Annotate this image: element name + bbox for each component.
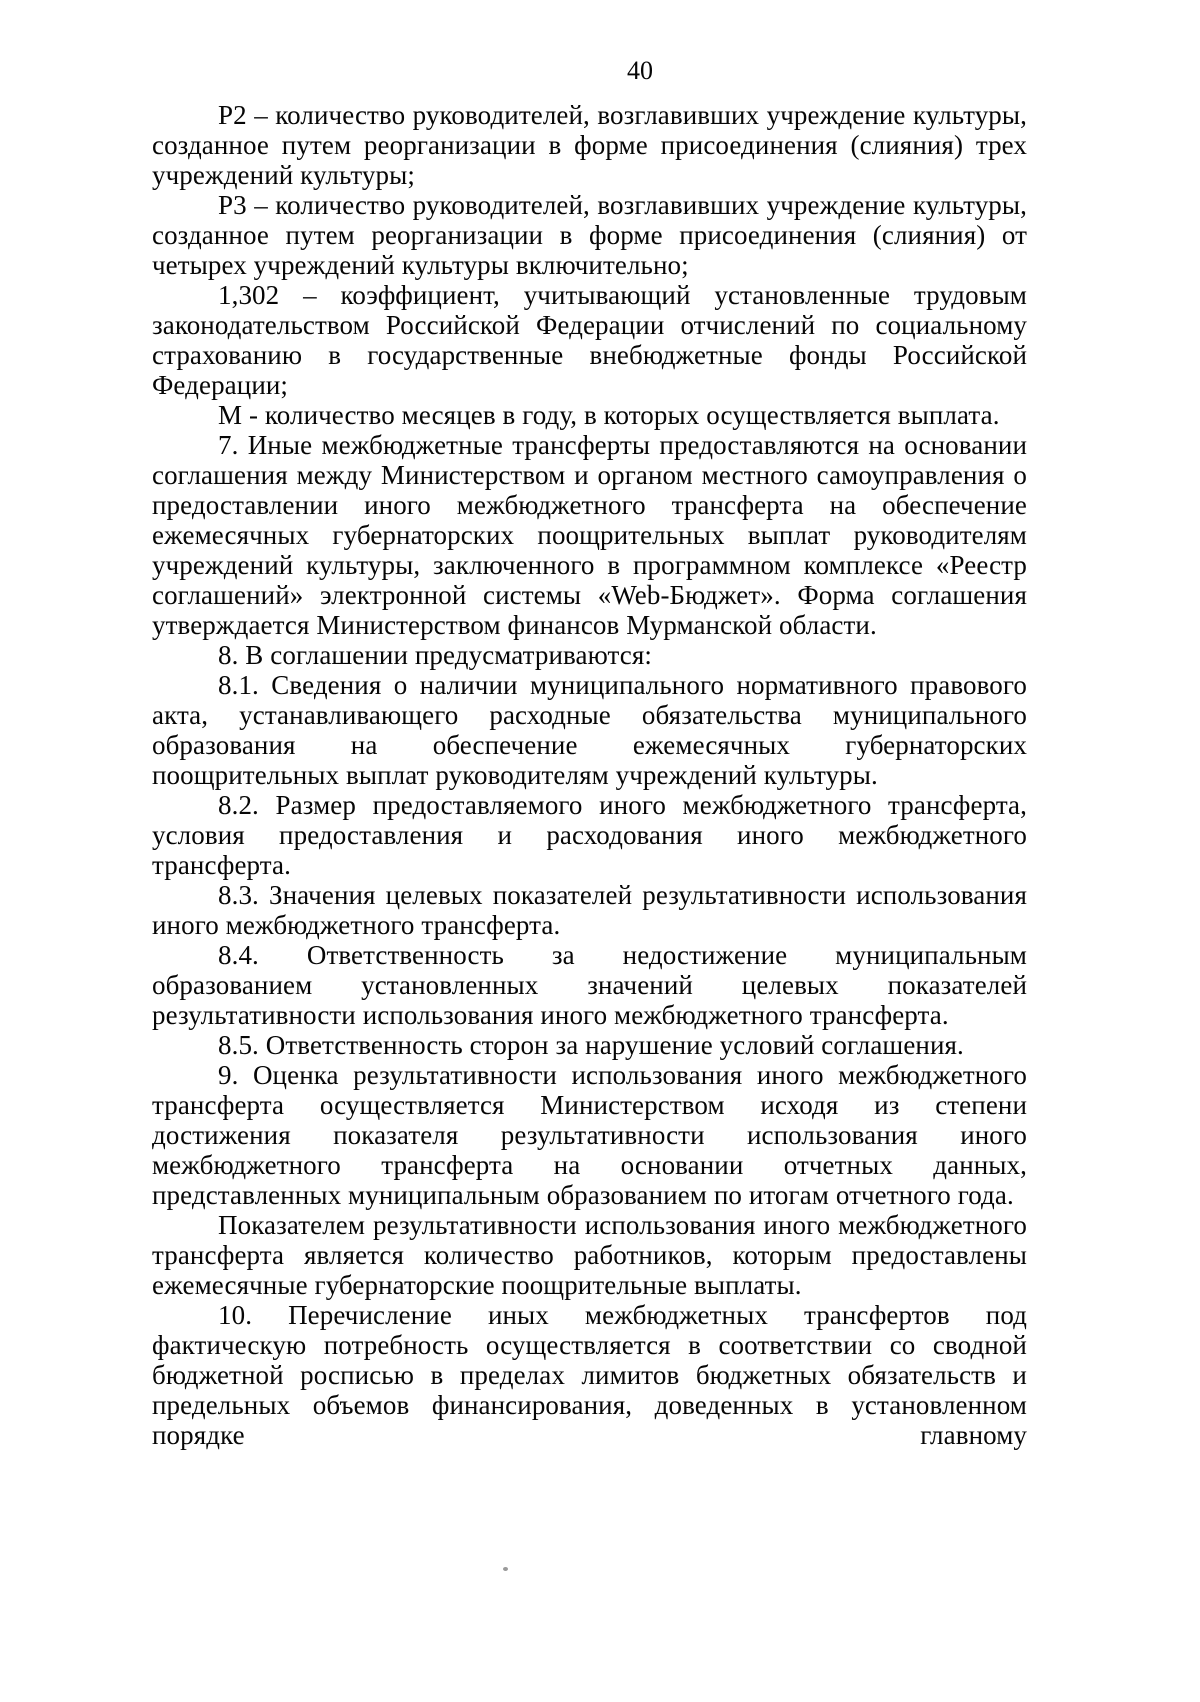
paragraph-p2-definition: Р2 – количество руководителей, возглавивших учреждение культуры, созданное путем реорганизации в форме присоединения (слияния) трех учреждений культуры; [152, 100, 1027, 190]
paragraph-item-10: 10. Перечисление иных межбюджетных трансфертов под фактическую потребность осуществляется в соответствии со сводной бюджетной росписью в пределах лимитов бюджетных обязательств и предельных объемов финансирования, доведенных в установленном порядке главному [152, 1300, 1027, 1450]
paragraph-item-8-1: 8.1. Сведения о наличии муниципального нормативного правового акта, устанавливающего расходные обязательства муниципального образования на обеспечение ежемесячных губернаторских поощрительных выплат руководителям учреждений культуры. [152, 670, 1027, 790]
paragraph-item-8-2: 8.2. Размер предоставляемого иного межбюджетного трансферта, условия предоставления и расходования иного межбюджетного трансферта. [152, 790, 1027, 880]
paragraph-item-7: 7. Иные межбюджетные трансферты предоставляются на основании соглашения между Министерством и органом местного самоуправления о предоставлении иного межбюджетного трансферта на обеспечение ежемесячных губернаторских поощрительных выплат руководителям учреждений культуры, заключенного в программном комплексе «Реестр соглашений» электронной системы «Web-Бюджет». Форма соглашения утверждается Министерством финансов Мурманской области. [152, 430, 1027, 640]
scan-artifact-dot [503, 1567, 508, 1571]
paragraph-coefficient: 1,302 – коэффициент, учитывающий установленные трудовым законодательством Российской Федерации отчислений по социальному страхованию в государственные внебюджетные фонды Российской Федерации; [152, 280, 1027, 400]
paragraph-m-definition: М - количество месяцев в году, в которых осуществляется выплата. [218, 400, 1000, 430]
paragraph-item-8: 8. В соглашении предусматриваются: [218, 640, 652, 670]
paragraph-p3-definition: Р3 – количество руководителей, возглавивших учреждение культуры, созданное путем реорганизации в форме присоединения (слияния) от четырех учреждений культуры включительно; [152, 190, 1027, 280]
paragraph-item-8-5: 8.5. Ответственность сторон за нарушение условий соглашения. [218, 1030, 964, 1060]
paragraph-item-8-4: 8.4. Ответственность за недостижение муниципальным образованием установленных значений целевых показателей результативности использования иного межбюджетного трансферта. [152, 940, 1027, 1030]
paragraph-item-9: 9. Оценка результативности использования иного межбюджетного трансферта осуществляется Министерством исходя из степени достижения показателя результативности использования иного межбюджетного трансферта на основании отчетных данных, представленных муниципальным образованием по итогам отчетного года. [152, 1060, 1027, 1210]
document-body [152, 100, 1027, 1450]
page-number: 40 [627, 56, 653, 85]
paragraph-item-8-3: 8.3. Значения целевых показателей результативности использования иного межбюджетного трансферта. [152, 880, 1027, 940]
paragraph-indicator: Показателем результативности использования иного межбюджетного трансферта является количество работников, которым предоставлены ежемесячные губернаторские поощрительные выплаты. [152, 1210, 1027, 1300]
